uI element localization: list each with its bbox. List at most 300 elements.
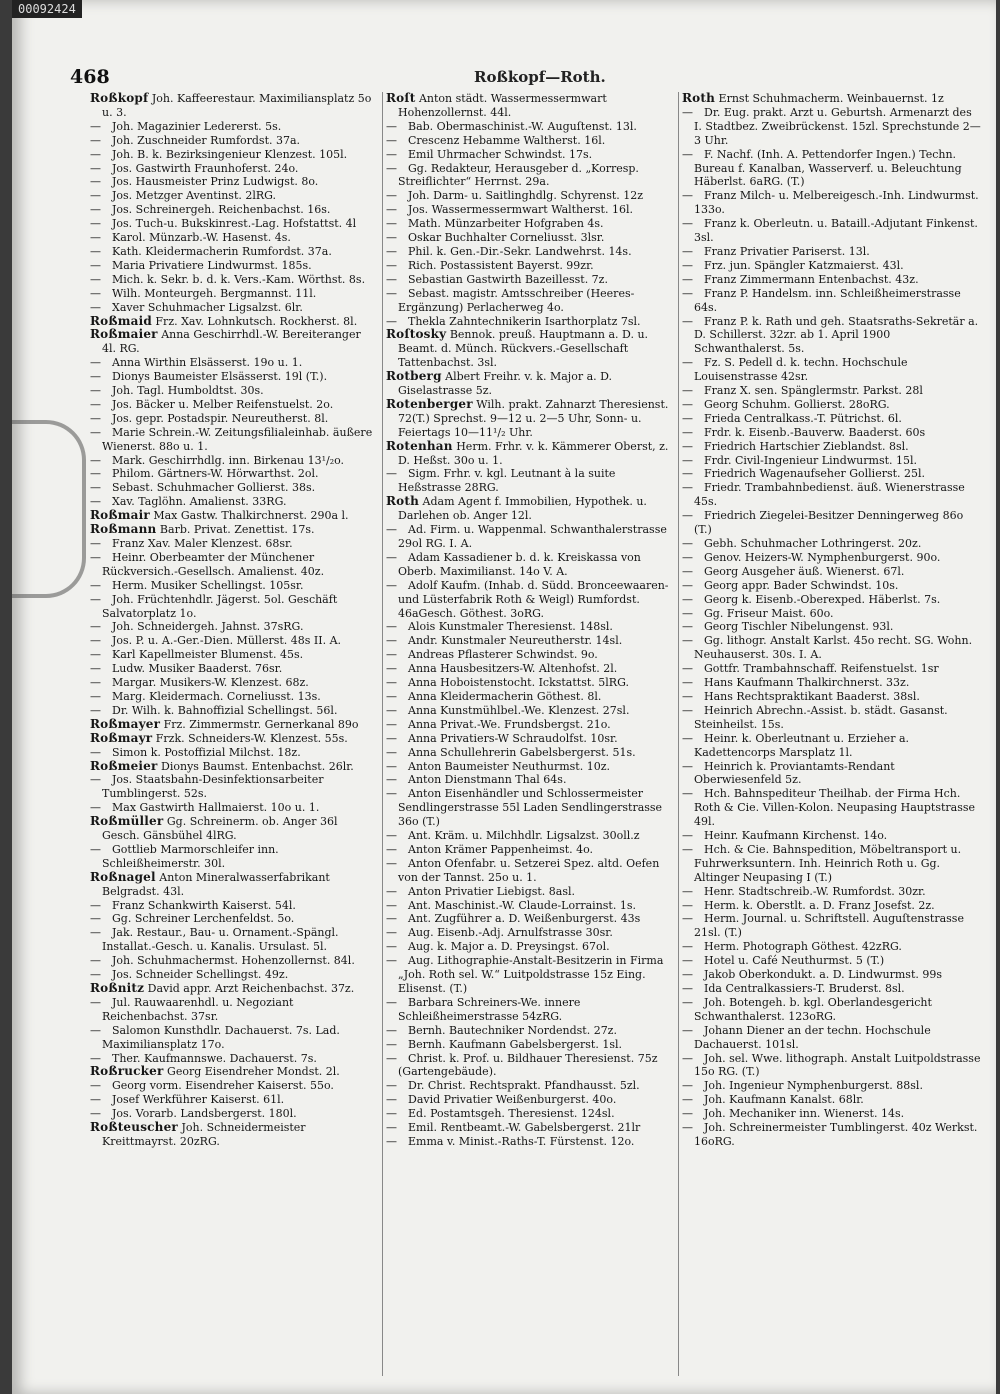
entry-text: David appr. Arzt Reichenbachst. 37z.: [147, 982, 355, 995]
ditto-dash: —: [90, 175, 101, 189]
directory-entry: [386, 676, 676, 690]
directory-entry: [386, 634, 676, 648]
directory-entry: [90, 593, 378, 621]
directory-entry: [682, 106, 982, 148]
ditto-dash: —: [90, 912, 101, 926]
directory-entry: [90, 690, 378, 704]
entry-text: Anton Dienstmann Thal 64s.: [408, 773, 567, 787]
binder-clip: [12, 420, 86, 598]
ditto-dash: —: [386, 759, 397, 773]
ditto-dash: —: [386, 578, 397, 592]
ditto-dash: —: [682, 1121, 693, 1135]
entry-text: Ant. Zugführer a. D. Weißenburgerst. 43s: [408, 912, 641, 926]
directory-entry: [386, 1052, 676, 1080]
ditto-dash: —: [386, 689, 397, 703]
directory-entry: [682, 551, 982, 565]
ditto-dash: —: [682, 787, 693, 801]
entry-text: Emil. Rentbeamt.-W. Gabelsbergerst. 21lr: [408, 1121, 641, 1135]
entry-text: Jos. gepr. Postadspir. Neureutherst. 8l.: [112, 411, 329, 425]
directory-entry: [682, 829, 982, 843]
ditto-dash: —: [682, 189, 693, 203]
directory-entry: [386, 287, 676, 315]
directory-entry: [90, 412, 378, 426]
entry-text: Frz. Xav. Lohnkutsch. Rockherst. 8l.: [155, 314, 358, 328]
ditto-dash: —: [90, 411, 101, 425]
ditto-dash: —: [682, 606, 693, 620]
entry-text: Anna Privatiers-W Schraudolfst. 10sr.: [408, 731, 618, 745]
directory-entry: [682, 885, 982, 899]
directory-entry: [682, 398, 982, 412]
entry-text: Jos. P. u. A.-Ger.-Dien. Müllerst. 48s II. A.: [112, 634, 342, 648]
surname-heading: Rotberg: [386, 369, 442, 384]
entry-text: Ad. Firm. u. Wappenmal. Schwanthalerstrasse 29ol RG. I. A.: [398, 523, 667, 550]
ditto-dash: —: [90, 550, 101, 564]
entry-text: Xaver Schuhmacher Ligsalzst. 6lr.: [112, 300, 303, 314]
ditto-dash: —: [682, 481, 693, 495]
surname-entry: [90, 1065, 378, 1079]
ditto-dash: —: [682, 1051, 693, 1065]
ditto-dash: —: [386, 147, 397, 161]
ditto-dash: —: [90, 995, 101, 1009]
ditto-dash: —: [90, 1107, 101, 1121]
ditto-dash: —: [386, 773, 397, 787]
ditto-dash: —: [682, 592, 693, 606]
surname-entry: [90, 760, 378, 774]
directory-entry: [682, 384, 982, 398]
column-2: [386, 92, 676, 1382]
directory-entry: [682, 454, 982, 468]
entry-text: Gg. lithogr. Anstalt Karlst. 45o recht. SG. Wohn. Neuhauserst. 30s. I. A.: [694, 634, 973, 662]
ditto-dash: —: [386, 1037, 397, 1051]
entry-text: Marie Schrein.-W. Zeitungsfilialeinhab. äußere Wienerst. 88o u. 1.: [102, 425, 373, 453]
ditto-dash: —: [90, 842, 101, 856]
entry-text: Ludw. Musiker Baaderst. 76sr.: [112, 662, 283, 676]
surname-entry: [90, 732, 378, 746]
directory-entry: [90, 1024, 378, 1052]
entry-text: Henr. Stadtschreib.-W. Rumfordst. 30zr.: [704, 884, 926, 898]
surname-heading: Roſt: [386, 92, 416, 105]
entry-text: Hch. Bahnspediteur Theilhab. der Firma Hch. Roth & Cie. Villen-Kolon. Neupasing Hauptstrasse 49l.: [694, 787, 975, 829]
ditto-dash: —: [386, 926, 397, 940]
ditto-dash: —: [386, 912, 397, 926]
entry-text: Heinr. k. Oberleutnant u. Erzieher a. Kadettencorps Marsplatz 1l.: [694, 731, 910, 759]
ditto-dash: —: [682, 634, 693, 648]
directory-entry: [682, 1079, 982, 1093]
entry-text: Math. Münzarbeiter Hofgraben 4s.: [408, 217, 604, 231]
ditto-dash: —: [682, 537, 693, 550]
entry-text: Frzk. Schneiders-W. Klenzest. 55s.: [155, 731, 348, 745]
directory-entry: [386, 760, 676, 774]
entry-text: Dionys Baumst. Entenbachst. 26lr.: [161, 759, 354, 773]
entry-text: Wilh. Monteurgeh. Bergmannst. 11l.: [112, 286, 317, 300]
ditto-dash: —: [682, 968, 693, 982]
ditto-dash: —: [386, 119, 397, 133]
entry-text: Oskar Buchhalter Corneliusst. 3lsr.: [408, 231, 605, 245]
entry-text: Anna Kleidermacherin Göthest. 8l.: [408, 689, 602, 703]
ditto-dash: —: [90, 592, 101, 606]
directory-entry: [386, 523, 676, 551]
directory-entry: [386, 718, 676, 732]
entry-text: Dionys Baumeister Elsässerst. 19l (T.).: [112, 370, 328, 384]
directory-entry: [90, 398, 378, 412]
directory-entry: [682, 634, 982, 662]
surname-heading: Roßmayer: [90, 716, 161, 731]
entry-text: Maria Privatiere Lindwurmst. 185s.: [112, 258, 312, 272]
entry-text: Heinrich Abrechn.-Assist. b. städt. Gasanst. Steinheilst. 15s.: [694, 703, 948, 731]
ditto-dash: —: [90, 495, 101, 509]
directory-entry: [682, 315, 982, 357]
directory-entry: [90, 648, 378, 662]
ditto-dash: —: [90, 467, 101, 481]
entry-text: Rich. Postassistent Bayerst. 99zr.: [408, 258, 594, 272]
ditto-dash: —: [682, 1079, 693, 1093]
entry-text: Joh. Kaufmann Kanalst. 68lr.: [704, 1093, 864, 1107]
directory-entry: [682, 245, 982, 259]
ditto-dash: —: [682, 314, 693, 328]
ditto-dash: —: [90, 286, 101, 300]
directory-entry: [90, 301, 378, 315]
entry-text: Anna Schullehrerin Gabelsbergerst. 51s.: [408, 745, 636, 759]
entry-text: Frdr. Civil-Ingenieur Lindwurmst. 15l.: [704, 453, 918, 467]
entry-text: Philom. Gärtners-W. Hörwarthst. 2ol.: [112, 467, 319, 481]
entry-text: Anna Kunstmühlbel.-We. Klenzest. 27sl.: [408, 703, 630, 717]
ditto-dash: —: [386, 1107, 397, 1121]
entry-text: Aug. k. Major a. D. Preysingst. 67ol.: [408, 940, 610, 954]
directory-entry: [386, 787, 676, 829]
entry-text: Mark. Geschirrhdlg. inn. Birkenau 13¹/₂o.: [112, 453, 345, 467]
ditto-dash: —: [90, 1093, 101, 1107]
ditto-dash: —: [682, 356, 693, 370]
ditto-dash: —: [386, 286, 397, 300]
entry-text: Joh. Schneidermeister Kreittmayrst. 20zRG.: [102, 1121, 306, 1148]
surname-heading: Roßnitz: [90, 981, 145, 995]
entry-text: Anna Geschirrhdl.-W. Bereiteranger 4l. RG.: [102, 328, 361, 356]
ditto-dash: —: [682, 1107, 693, 1121]
ditto-dash: —: [90, 161, 101, 175]
directory-entry: [386, 1079, 676, 1093]
directory-entry: [682, 996, 982, 1024]
surname-entry: [682, 92, 982, 106]
ditto-dash: —: [90, 384, 101, 398]
entry-text: Franz Milch- u. Melbereigesch.-Inh. Lindwurmst. 133o.: [694, 189, 979, 217]
entry-text: Georg k. Eisenb.-Oberexped. Häberlst. 7s.: [704, 592, 941, 606]
ditto-dash: —: [682, 954, 693, 968]
surname-heading: Roßmaid: [90, 313, 152, 328]
entry-text: Hotel u. Café Neuthurmst. 5 (T.): [704, 954, 885, 968]
entry-text: Ant. Kräm. u. Milchhdlr. Ligsalzst. 30oll.z: [408, 829, 640, 843]
entry-text: Max Gastwirth Hallmaierst. 10o u. 1.: [112, 801, 320, 815]
directory-entry: [682, 259, 982, 273]
directory-entry: [386, 829, 676, 843]
ditto-dash: —: [386, 940, 397, 954]
entry-text: Heinr. Oberbeamter der Münchener Rückversich.-Gesellsch. Amalienst. 40z.: [102, 550, 325, 578]
running-head: Roßkopf—Roth.: [474, 68, 606, 86]
entry-text: Frieda Centralkass.-T. Pütrichst. 6l.: [704, 411, 902, 425]
directory-entry: [90, 287, 378, 301]
directory-entry: [90, 370, 378, 384]
entry-text: Heinrich k. Proviantamts-Rendant Oberwiesenfeld 5z.: [694, 759, 895, 787]
surname-entry: [90, 315, 378, 329]
surname-heading: Roßmeier: [90, 758, 158, 773]
ditto-dash: —: [90, 773, 101, 787]
ditto-dash: —: [386, 231, 397, 245]
entry-text: Herm. k. Oberstlt. a. D. Franz Josefst. 2z.: [704, 898, 935, 912]
directory-entry: [682, 704, 982, 732]
directory-entry: [386, 189, 676, 203]
surname-heading: Rotenhan: [386, 438, 453, 453]
surname-entry: [90, 509, 378, 523]
ditto-dash: —: [90, 300, 101, 314]
directory-entry: [386, 467, 676, 495]
ditto-dash: —: [682, 884, 693, 898]
directory-entry: [386, 662, 676, 676]
directory-entry: [386, 203, 676, 217]
ditto-dash: —: [682, 384, 693, 398]
entry-text: Franz Zimmermann Entenbachst. 43z.: [704, 272, 919, 286]
ditto-dash: —: [386, 787, 397, 801]
entry-text: Gebh. Schuhmacher Lothringerst. 20z.: [704, 537, 922, 550]
entry-text: Ther. Kaufmannswe. Dachauerst. 7s.: [112, 1051, 317, 1065]
ditto-dash: —: [90, 689, 101, 703]
entry-text: Thekla Zahntechnikerin Isarthorplatz 7sl.: [408, 314, 641, 328]
directory-entry: [682, 620, 982, 634]
entry-text: Gottlieb Marmorschleifer inn. Schleißheimerstr. 30l.: [102, 842, 279, 870]
entry-text: Genov. Heizers-W. Nymphenburgerst. 90o.: [704, 550, 941, 564]
entry-text: Hch. & Cie. Bahnspedition, Möbeltransport u. Fuhrwerksuntern. Inh. Heinrich Roth u. Gg. Altinger Neupasing I (T.): [694, 842, 962, 884]
directory-entry: [386, 843, 676, 857]
directory-entry: [682, 1107, 982, 1121]
ditto-dash: —: [386, 258, 397, 272]
directory-entry: [90, 1093, 378, 1107]
ditto-dash: —: [90, 648, 101, 662]
entry-text: Herm. Journal. u. Schriftstell. Auguſtenstrasse 21sl. (T.): [694, 912, 964, 940]
ditto-dash: —: [90, 898, 101, 912]
ditto-dash: —: [386, 884, 397, 898]
entry-text: Marg. Kleidermach. Corneliusst. 13s.: [112, 689, 321, 703]
entry-text: David Privatier Weißenburgerst. 40o.: [408, 1093, 617, 1107]
directory-entry: [682, 607, 982, 621]
ditto-dash: —: [386, 842, 397, 856]
entry-text: Hans Kaufmann Thalkirchnerst. 33z.: [704, 676, 910, 690]
surname-entry: [90, 523, 378, 537]
ditto-dash: —: [386, 314, 397, 328]
entry-text: Joh. Schuhmachermst. Hohenzollernst. 84l.: [112, 954, 355, 968]
entry-text: Hans Rechtspraktikant Baaderst. 38sl.: [704, 689, 920, 703]
directory-entry: [682, 954, 982, 968]
directory-entry: [386, 1135, 676, 1149]
ditto-dash: —: [90, 189, 101, 203]
entry-text: Gg. Schreinerm. ob. Anger 36l Gesch. Gänsbühel 4lRG.: [102, 815, 338, 843]
directory-entry: [682, 1052, 982, 1080]
entry-text: Aug. Eisenb.-Adj. Arnulfstrasse 30sr.: [408, 926, 613, 940]
directory-entry: [682, 732, 982, 760]
surname-heading: Roßmann: [90, 522, 157, 537]
column-1: [90, 92, 378, 1382]
ditto-dash: —: [682, 105, 693, 119]
directory-entry: [682, 899, 982, 913]
directory-entry: [682, 940, 982, 954]
directory-entry: [682, 537, 982, 551]
entry-text: Gg. Friseur Maist. 60o.: [704, 606, 834, 620]
entry-text: Georg Tischler Nibelungenst. 93l.: [704, 620, 894, 634]
entry-text: Ant. Maschinist.-W. Claude-Lorrainst. 1s.: [408, 898, 636, 912]
ditto-dash: —: [682, 995, 693, 1009]
entry-text: Joh. Ingenieur Nymphenburgerst. 88sl.: [704, 1079, 923, 1093]
surname-entry: [90, 718, 378, 732]
ditto-dash: —: [682, 731, 693, 745]
column-3: [682, 92, 982, 1382]
directory-entry: [682, 565, 982, 579]
ditto-dash: —: [90, 634, 101, 648]
entry-text: Sebast. Schuhmacher Gollierst. 38s.: [112, 481, 316, 495]
ditto-dash: —: [682, 662, 693, 676]
directory-entry: [386, 940, 676, 954]
entry-text: Franz k. Oberleutn. u. Bataill.-Adjutant Finkenst. 3sl.: [694, 217, 978, 245]
directory-entry: [386, 273, 676, 287]
ditto-dash: —: [682, 759, 693, 773]
ditto-dash: —: [90, 1079, 101, 1093]
directory-entry: [90, 662, 378, 676]
directory-entry: [386, 857, 676, 885]
ditto-dash: —: [386, 620, 397, 634]
directory-entry: [682, 148, 982, 190]
ditto-dash: —: [386, 995, 397, 1009]
directory-entry: [386, 134, 676, 148]
ditto-dash: —: [386, 648, 397, 662]
ditto-dash: —: [90, 1023, 101, 1037]
entry-text: Adam Kassadiener b. d. k. Kreiskassa von Oberb. Maximilianst. 14o V. A.: [398, 550, 641, 578]
ditto-dash: —: [386, 133, 397, 147]
entry-text: Anton Krämer Pappenheimst. 4o.: [408, 842, 594, 856]
column-divider: [678, 92, 679, 1376]
entry-text: Joh. Mechaniker inn. Wienerst. 14s.: [704, 1107, 905, 1121]
entry-text: Friedrich Wagenaufseher Gollierst. 25l.: [704, 467, 926, 481]
directory-entry: [90, 231, 378, 245]
entry-text: Jul. Rauwaarenhdl. u. Negoziant Reichenbachst. 37sr.: [102, 995, 294, 1023]
surname-heading: Roßkopf: [90, 92, 149, 105]
directory-entry: [386, 926, 676, 940]
directory-entry: [682, 690, 982, 704]
directory-entry: [682, 1024, 982, 1052]
ditto-dash: —: [90, 203, 101, 217]
ditto-dash: —: [90, 425, 101, 439]
ditto-dash: —: [386, 523, 397, 537]
directory-entry: [682, 467, 982, 481]
entry-text: F. Nachf. (Inh. A. Pettendorfer Ingen.) Techn. Bureau f. Kanalban, Wasserverf. u. Beleuchtung Häberlst. 6aRG. (T.): [694, 147, 962, 189]
directory-entry: [682, 593, 982, 607]
entry-text: Barbara Schreiners-We. innere Schleißheimerstrasse 54zRG.: [398, 995, 581, 1023]
surname-heading: Roßteuscher: [90, 1120, 178, 1135]
ditto-dash: —: [386, 634, 397, 648]
ditto-dash: —: [682, 453, 693, 467]
directory-entry: [90, 773, 378, 801]
entry-text: Joh. B. k. Bezirksingenieur Klenzest. 105l.: [112, 147, 348, 161]
ditto-dash: —: [682, 829, 693, 843]
ditto-dash: —: [90, 244, 101, 258]
entry-text: Herm. Musiker Schellingst. 105sr.: [112, 578, 304, 592]
directory-entry: [386, 620, 676, 634]
directory-entry: [90, 384, 378, 398]
entry-text: Emma v. Minist.-Raths-T. Fürstenst. 12o.: [408, 1134, 635, 1148]
surname-entry: [386, 328, 676, 370]
ditto-dash: —: [682, 272, 693, 286]
surname-heading: Rotenberger: [386, 396, 473, 411]
directory-entry: [682, 440, 982, 454]
entry-text: Gg. Redakteur, Herausgeber d. „Korresp. Streiflichter“ Herrnst. 29a.: [398, 161, 639, 189]
entry-text: Adam Agent f. Immobilien, Hypothek. u. Darlehen ob. Anger 12l.: [398, 495, 647, 523]
entry-text: Sigm. Frhr. v. kgl. Leutnant à la suite Heßstrasse 28RG.: [398, 467, 616, 495]
entry-text: Bab. Obermaschinist.-W. Auguſtenst. 13l.: [408, 119, 637, 133]
ditto-dash: —: [90, 703, 101, 717]
entry-text: Joh. Botengeh. b. kgl. Oberlandesgericht Schwanthalerst. 123oRG.: [694, 995, 932, 1023]
directory-entry: [682, 760, 982, 788]
directory-entry: [386, 704, 676, 718]
entry-text: Franz Privatier Pariserst. 13l.: [704, 244, 870, 258]
surname-entry: [386, 495, 676, 523]
directory-entry: [90, 356, 378, 370]
ditto-dash: —: [90, 147, 101, 161]
entry-text: Franz Xav. Maler Klenzest. 68sr.: [112, 537, 293, 550]
entry-text: Jos. Bäcker u. Melber Reifenstuelst. 2o.: [112, 397, 334, 411]
surname-heading: Roßrucker: [90, 1064, 164, 1079]
entry-text: Georg appr. Bader Schwindst. 10s.: [704, 578, 899, 592]
entry-text: Jos. Wassermessermwart Waltherst. 16l.: [408, 203, 633, 217]
entry-text: Herm. Frhr. v. k. Kämmerer Oberst, z. D. Heßst. 30o u. 1.: [398, 439, 669, 467]
ditto-dash: —: [90, 578, 101, 592]
ditto-dash: —: [90, 370, 101, 384]
directory-entry: [386, 732, 676, 746]
directory-entry: [90, 467, 378, 481]
ditto-dash: —: [386, 662, 397, 676]
entry-text: Dr. Wilh. k. Bahnoffizial Schellingst. 56l.: [112, 703, 338, 717]
surname-entry: [386, 398, 676, 440]
entry-text: Frz. Zimmermstr. Gernerkanal 89o: [163, 717, 359, 731]
entry-text: Friedrich Hartschier Zieblandst. 8sl.: [704, 439, 909, 453]
ditto-dash: —: [90, 801, 101, 815]
entry-text: Ida Centralkassiers-T. Bruderst. 8sl.: [704, 982, 905, 995]
directory-entry: [90, 217, 378, 231]
surname-heading: Roth: [682, 92, 716, 105]
entry-text: Franz P. Handelsm. inn. Schleißheimerstrasse 64s.: [694, 286, 961, 314]
ditto-dash: —: [682, 439, 693, 453]
directory-entry: [90, 454, 378, 468]
ditto-dash: —: [386, 467, 397, 481]
directory-entry: [90, 620, 378, 634]
ditto-dash: —: [386, 1023, 397, 1037]
directory-entry: [90, 175, 378, 189]
surname-heading: Roßmair: [90, 508, 150, 523]
entry-text: Phil. k. Gen.-Dir.-Sekr. Landwehrst. 14s.: [408, 244, 632, 258]
directory-entry: [90, 996, 378, 1024]
ditto-dash: —: [386, 829, 397, 843]
entry-text: Franz Schankwirth Kaiserst. 54l.: [112, 898, 296, 912]
directory-entry: [386, 551, 676, 579]
entry-text: Jos. Tuch-u. Bukskinrest.-Lag. Hofstattst. 4l: [112, 217, 357, 231]
entry-text: Joh. sel. Wwe. lithograph. Anstalt Luitpoldstrasse 15o RG. (T.): [694, 1051, 981, 1079]
directory-entry: [682, 287, 982, 315]
ditto-dash: —: [386, 676, 397, 690]
directory-entry: [682, 217, 982, 245]
directory-entry: [682, 273, 982, 287]
entry-text: Jos. Vorarb. Landsbergerst. 180l.: [112, 1107, 297, 1121]
directory-entry: [386, 148, 676, 162]
directory-entry: [682, 426, 982, 440]
directory-entry: [386, 773, 676, 787]
ditto-dash: —: [682, 411, 693, 425]
ditto-dash: —: [682, 550, 693, 564]
ditto-dash: —: [682, 564, 693, 578]
directory-entry: [682, 968, 982, 982]
